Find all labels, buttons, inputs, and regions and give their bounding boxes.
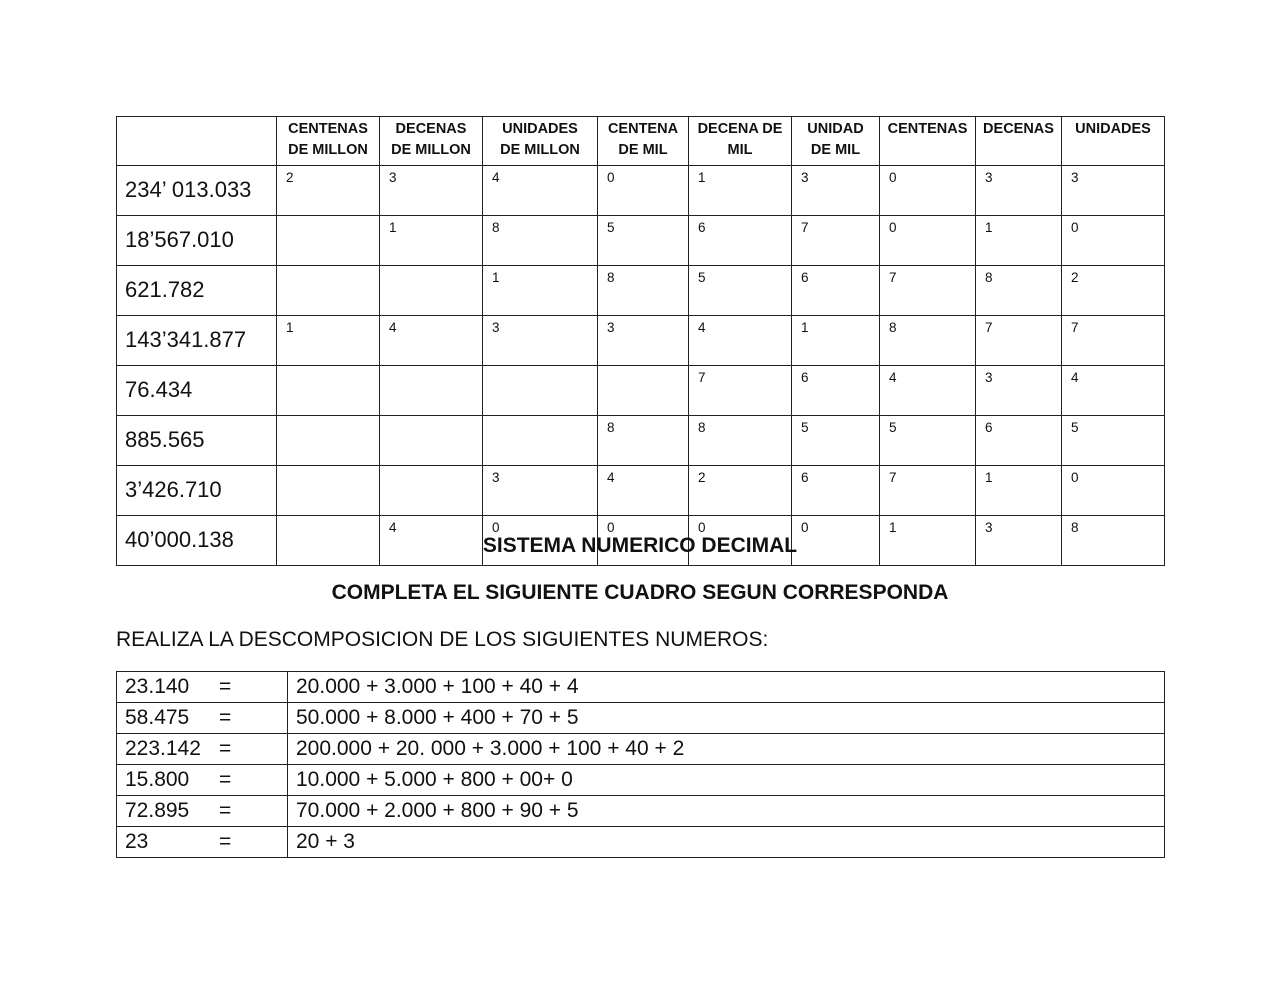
digit-cell: 2 [277, 166, 380, 216]
digit-cell: 7 [1062, 316, 1165, 366]
digit-cell: 7 [880, 466, 976, 516]
number-cell: 885.565 [117, 416, 277, 466]
header-decenas: DECENAS [976, 117, 1062, 166]
digit-cell: 8 [483, 216, 598, 266]
digit-cell: 6 [792, 466, 880, 516]
digit-cell: 3 [1062, 166, 1165, 216]
digit-cell: 8 [598, 416, 689, 466]
table-row [117, 466, 1165, 516]
digit-cell: 3 [976, 366, 1062, 416]
table-row [117, 166, 1165, 216]
equals-sign: = [219, 830, 232, 853]
equals-sign: = [219, 737, 232, 760]
digit-cell: 3 [792, 166, 880, 216]
decomposition-expansion: 50.000 + 8.000 + 400 + 70 + 5 [288, 703, 1165, 734]
digit-cell: 0 [483, 516, 598, 566]
place-value-table [116, 116, 1165, 566]
decomposition-number-cell [117, 703, 288, 734]
main-title: SISTEMA NUMERICO DECIMAL [482, 534, 798, 557]
digit-cell: 3 [598, 316, 689, 366]
header-centena-de-mil: CENTENA DE MIL [598, 117, 689, 166]
digit-cell: 3 [380, 166, 483, 216]
digit-cell: 5 [792, 416, 880, 466]
digit-cell: 0 [880, 166, 976, 216]
decomposition-number-cell [117, 765, 288, 796]
decomposition-row [117, 734, 1165, 765]
digit-cell: 4 [380, 316, 483, 366]
digit-cell: 8 [598, 266, 689, 316]
decomposition-row [117, 672, 1165, 703]
subtitle: COMPLETA EL SIGUIENTE CUADRO SEGUN CORRESPONDA [331, 581, 949, 604]
header-decena-de-mil: DECENA DE MIL [689, 117, 792, 166]
digit-cell: 0 [880, 216, 976, 266]
digit-cell: 1 [792, 316, 880, 366]
digit-cell: 4 [1062, 366, 1165, 416]
digit-cell [380, 416, 483, 466]
digit-cell [380, 266, 483, 316]
digit-cell: 0 [792, 516, 880, 566]
digit-cell: 7 [792, 216, 880, 266]
decomposition-expansion: 70.000 + 2.000 + 800 + 90 + 5 [288, 796, 1165, 827]
digit-cell: 8 [1062, 516, 1165, 566]
table-row [117, 216, 1165, 266]
digit-cell: 0 [598, 516, 689, 566]
header-unidad-de-mil: UNIDAD DE MIL [792, 117, 880, 166]
header-centenas: CENTENAS [880, 117, 976, 166]
header-unidades-de-millon: UNIDADES DE MILLON [483, 117, 598, 166]
digit-cell: 3 [483, 466, 598, 516]
digit-cell: 7 [689, 366, 792, 416]
decomposition-row [117, 703, 1165, 734]
number-cell: 18’567.010 [117, 216, 277, 266]
equals-sign: = [219, 675, 232, 698]
decomposition-number-cell [117, 734, 288, 765]
decomposition-number: 72.895 [125, 799, 190, 822]
decomposition-row [117, 827, 1165, 858]
equals-sign: = [219, 768, 232, 791]
digit-cell [380, 366, 483, 416]
digit-cell: 1 [277, 316, 380, 366]
digit-cell: 4 [380, 516, 483, 566]
header-empty [117, 117, 277, 166]
digit-cell: 1 [689, 166, 792, 216]
equals-sign: = [219, 799, 232, 822]
digit-cell: 1 [976, 216, 1062, 266]
digit-cell: 0 [689, 516, 792, 566]
digit-cell: 2 [689, 466, 792, 516]
digit-cell [598, 366, 689, 416]
digit-cell: 3 [483, 316, 598, 366]
number-cell: 3’426.710 [117, 466, 277, 516]
table-row [117, 316, 1165, 366]
digit-cell: 4 [689, 316, 792, 366]
number-cell: 40’000.138 [117, 516, 277, 566]
digit-cell: 3 [976, 516, 1062, 566]
decomposition-number: 23.140 [125, 675, 190, 698]
decomposition-expansion: 20 + 3 [288, 827, 1165, 858]
digit-cell: 1 [483, 266, 598, 316]
digit-cell: 2 [1062, 266, 1165, 316]
decomposition-number: 23 [125, 830, 149, 853]
decomposition-number-cell [117, 672, 288, 703]
decomposition-number: 15.800 [125, 768, 190, 791]
decomposition-number-cell [117, 827, 288, 858]
decomposition-table [116, 671, 1165, 858]
digit-cell: 0 [598, 166, 689, 216]
header-centenas-de-millon: CENTENAS DE MILLON [277, 117, 380, 166]
header-unidades: UNIDADES [1062, 117, 1165, 166]
digit-cell: 5 [1062, 416, 1165, 466]
number-cell: 621.782 [117, 266, 277, 316]
decomposition-row [117, 796, 1165, 827]
digit-cell: 5 [689, 266, 792, 316]
intro-text: REALIZA LA DESCOMPOSICION DE LOS SIGUIENTES NUMEROS: [116, 628, 769, 651]
digit-cell [483, 416, 598, 466]
number-cell: 143’341.877 [117, 316, 277, 366]
digit-cell: 1 [976, 466, 1062, 516]
digit-cell: 4 [483, 166, 598, 216]
digit-cell [277, 266, 380, 316]
digit-cell [277, 216, 380, 266]
digit-cell: 0 [1062, 216, 1165, 266]
digit-cell: 6 [976, 416, 1062, 466]
digit-cell [380, 466, 483, 516]
digit-cell: 7 [976, 316, 1062, 366]
digit-cell [277, 416, 380, 466]
digit-cell: 4 [880, 366, 976, 416]
decomposition-expansion: 10.000 + 5.000 + 800 + 00+ 0 [288, 765, 1165, 796]
decomposition-number-cell [117, 796, 288, 827]
table-row [117, 366, 1165, 416]
table-row [117, 266, 1165, 316]
header-decenas-de-millon: DECENAS DE MILLON [380, 117, 483, 166]
digit-cell: 4 [598, 466, 689, 516]
digit-cell: 6 [792, 366, 880, 416]
digit-cell: 8 [976, 266, 1062, 316]
number-cell: 76.434 [117, 366, 277, 416]
decomposition-number: 223.142 [125, 737, 201, 760]
decomposition-expansion: 20.000 + 3.000 + 100 + 40 + 4 [288, 672, 1165, 703]
decomposition-row [117, 765, 1165, 796]
digit-cell: 8 [689, 416, 792, 466]
digit-cell: 7 [880, 266, 976, 316]
digit-cell: 1 [880, 516, 976, 566]
equals-sign: = [219, 706, 232, 729]
place-header-row [117, 117, 1165, 166]
decomposition-number: 58.475 [125, 706, 190, 729]
digit-cell: 6 [792, 266, 880, 316]
digit-cell [483, 366, 598, 416]
digit-cell: 6 [689, 216, 792, 266]
digit-cell [277, 466, 380, 516]
digit-cell: 5 [598, 216, 689, 266]
digit-cell: 0 [1062, 466, 1165, 516]
decomposition-expansion: 200.000 + 20. 000 + 3.000 + 100 + 40 + 2 [288, 734, 1165, 765]
digit-cell [277, 366, 380, 416]
digit-cell: 5 [880, 416, 976, 466]
digit-cell: 1 [380, 216, 483, 266]
digit-cell: 8 [880, 316, 976, 366]
table-row [117, 416, 1165, 466]
digit-cell: 3 [976, 166, 1062, 216]
number-cell: 234’ 013.033 [117, 166, 277, 216]
